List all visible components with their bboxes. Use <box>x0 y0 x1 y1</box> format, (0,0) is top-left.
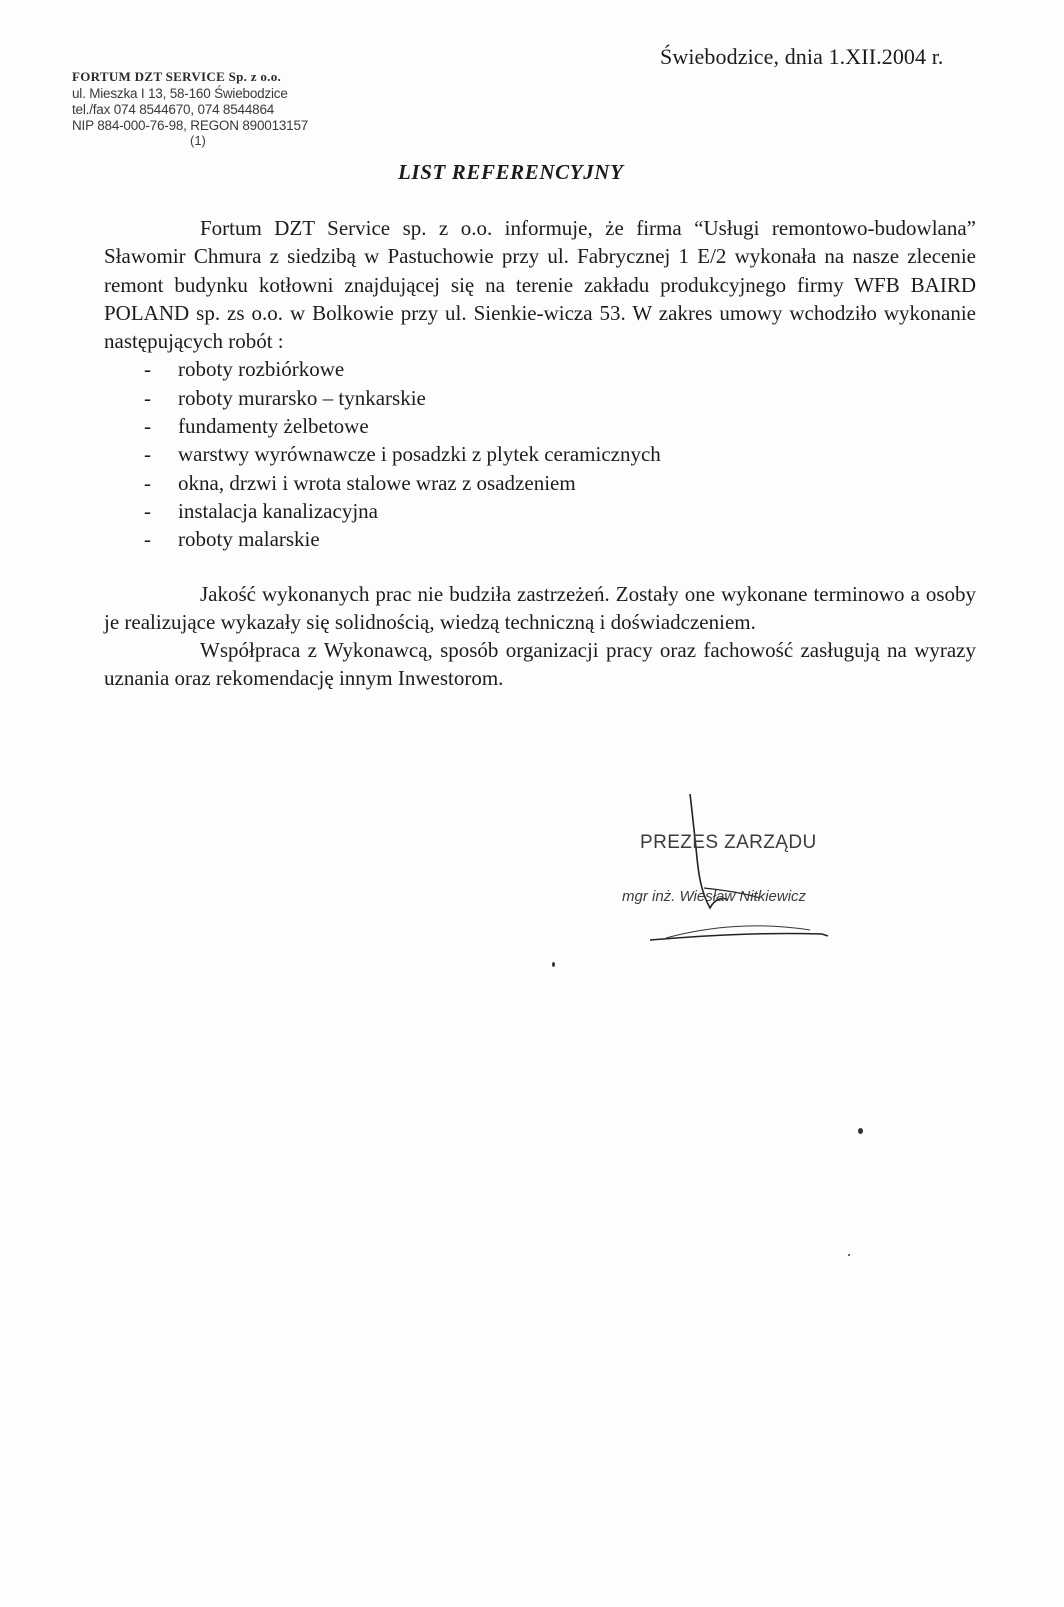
stamp-note: (1) <box>190 133 206 148</box>
list-item: - instalacja kanalizacyjna <box>104 497 976 525</box>
list-item: - roboty rozbiórkowe <box>104 355 976 383</box>
intro-paragraph: Fortum DZT Service sp. z o.o. informuje, że firma “Usługi remontowo-budowlana” Sławomir Chmura z siedzibą w Pastuchowie przy ul. Fabrycznej 1 E/2 wykonała na nasze zlecenie remont budynku kotłowni znajdującej się na terenie zakładu produkcyjnego firmy WFB BAIRD POLAND sp. zs o.o. w Bolkowie przy ul. Sienkie-wicza 53. W zakres umowy wchodziło wykonanie następujących robót : <box>104 216 976 354</box>
signatory-role: PREZES ZARZĄDU <box>640 832 817 853</box>
stamp-phone: tel./fax 074 8544670, 074 8544864 <box>72 102 275 117</box>
scan-speck <box>552 962 555 967</box>
scan-speck <box>848 1254 850 1256</box>
letter-body <box>104 214 976 693</box>
company-stamp <box>72 68 372 148</box>
stamp-address: ul. Mieszka I 13, 58-160 Świebodzice <box>72 86 288 101</box>
stamp-tax-ids: NIP 884-000-76-98, REGON 890013157 <box>72 118 309 133</box>
signature-stamp <box>610 790 870 960</box>
list-item: - fundamenty żelbetowe <box>104 412 976 440</box>
list-item: - roboty malarskie <box>104 525 976 553</box>
handwritten-signature <box>610 790 870 960</box>
list-item: - roboty murarsko – tynkarskie <box>104 384 976 412</box>
recommendation-paragraph: Współpraca z Wykonawcą, sposób organizacji pracy oraz fachowość zasługują na wyrazy uznania oraz rekomendację innym Inwestorom. <box>104 638 976 691</box>
letter-title: LIST REFERENCYJNY <box>398 160 624 184</box>
quality-paragraph: Jakość wykonanych prac nie budziła zastrzeżeń. Zostały one wykonane terminowo a osoby je realizujące wykazały się solidnością, wiedzą techniczną i doświadczeniem. <box>104 581 976 634</box>
list-item: - okna, drzwi i wrota stalowe wraz z osadzeniem <box>104 469 976 497</box>
scan-speck <box>858 1128 863 1134</box>
signatory-name: mgr inż. Wiesław Nitkiewicz <box>622 888 807 905</box>
letter-date: Świebodzice, dnia 1.XII.2004 r. <box>660 44 944 69</box>
stamp-company-name: FORTUM DZT SERVICE Sp. z o.o. <box>72 69 282 84</box>
works-list <box>104 355 976 553</box>
list-item: - warstwy wyrównawcze i posadzki z plytek ceramicznych <box>104 440 976 468</box>
